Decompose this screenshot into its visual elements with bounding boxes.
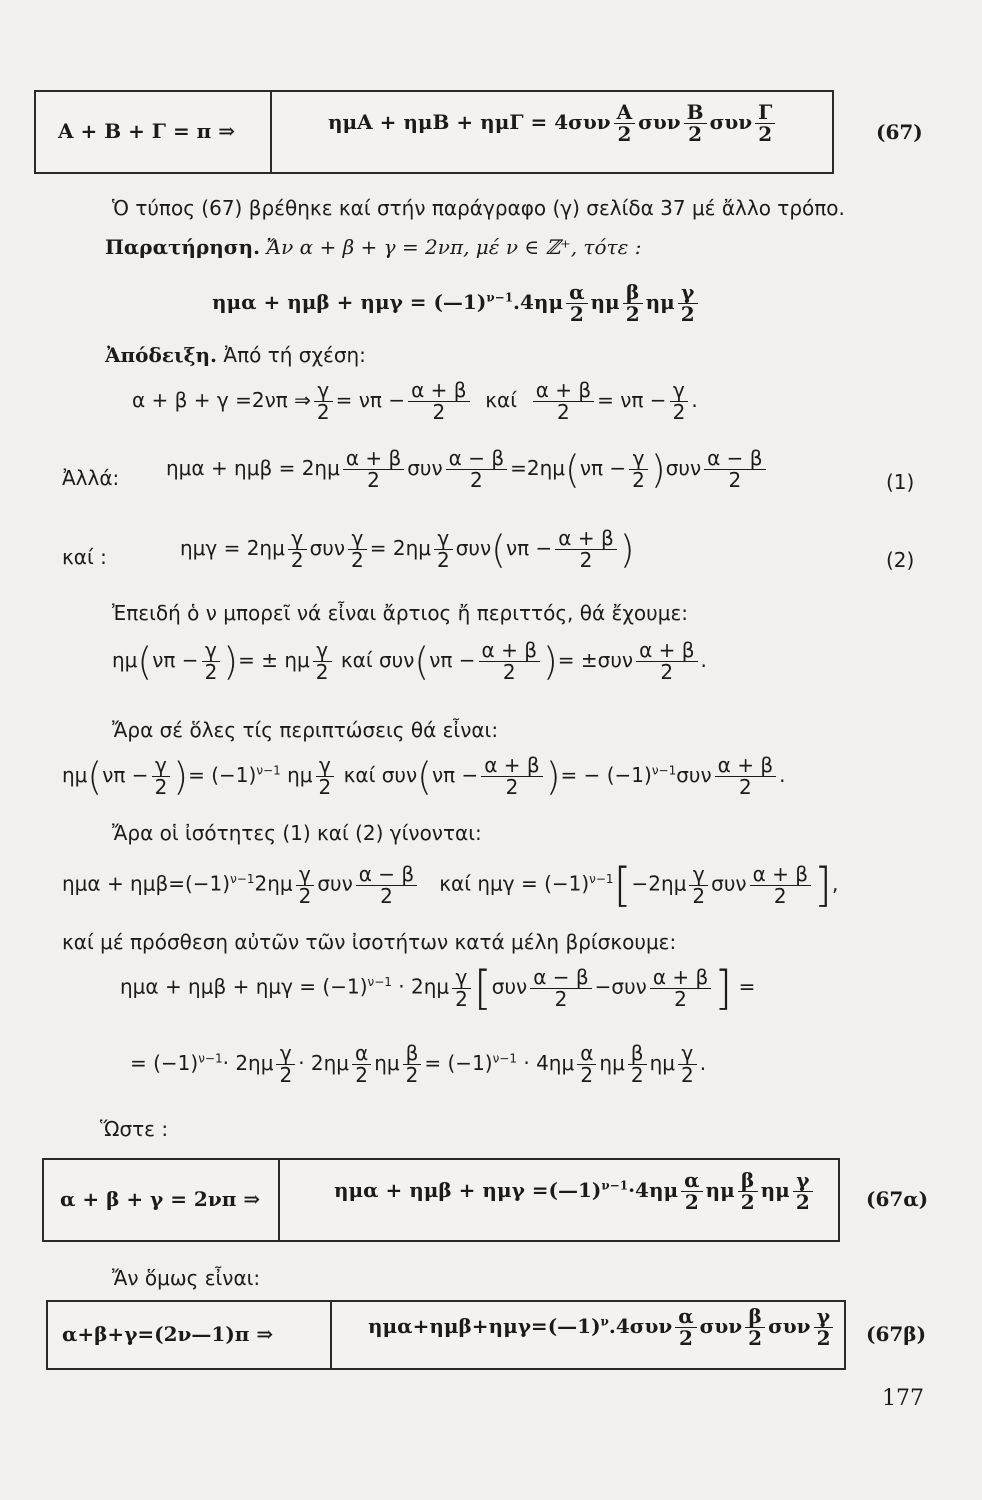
fraction-denominator: 2 xyxy=(279,1063,293,1087)
equation-tag-2: (2) xyxy=(886,548,915,572)
fraction xyxy=(452,964,471,1011)
formula-part: συν xyxy=(709,110,753,134)
equation-1 xyxy=(166,448,769,491)
fraction-denominator: 2 xyxy=(436,548,450,572)
formula-part: −2ημ xyxy=(631,871,687,896)
fraction xyxy=(403,1043,422,1086)
fraction-denominator: 2 xyxy=(290,548,304,572)
so-line: Ὥστε : xyxy=(100,1117,169,1141)
formula-part: ημ xyxy=(374,1051,400,1075)
fraction-numerator: γ xyxy=(276,1043,295,1065)
formula-part: συν xyxy=(455,536,492,560)
fraction-denominator: 2 xyxy=(505,775,519,799)
fraction-numerator: γ xyxy=(629,448,648,470)
formula-part: = νπ − xyxy=(335,388,406,412)
formula-part: ημα+ημβ+ημγ=(—1) xyxy=(368,1314,601,1338)
remark-text: Ἄν α + β + γ = 2νπ, μέ ν ∈ ℤ⁺, τότε : xyxy=(266,235,642,259)
fraction xyxy=(678,282,698,325)
fraction xyxy=(738,1170,758,1213)
fraction xyxy=(678,1043,697,1086)
fraction-numerator: γ xyxy=(434,528,453,550)
fraction-denominator: 2 xyxy=(680,1063,694,1087)
fraction-numerator: γ xyxy=(316,755,335,777)
intro-line: Ὁ τύπος (67) βρέθηκε καί στήν παράγραφο (γ) σελίδα 37 μέ ἄλλο τρόπο. xyxy=(112,196,845,220)
left-paren: ( xyxy=(491,527,506,572)
fraction xyxy=(650,964,711,1011)
fraction-denominator: 2 xyxy=(569,302,584,326)
formula-part: = (−1) xyxy=(130,1051,199,1075)
formula-part: ημ xyxy=(705,1178,735,1202)
formula-part: ημ xyxy=(760,1178,790,1202)
relation-equation xyxy=(132,380,698,423)
fraction-numerator: α + β xyxy=(750,864,811,886)
fraction-denominator: 2 xyxy=(692,883,706,908)
fraction-numerator: α + β xyxy=(343,448,404,470)
formula-part: συν xyxy=(407,456,443,480)
formula-part: = (−1) xyxy=(188,763,257,787)
fraction-numerator: α + β xyxy=(479,640,540,662)
fraction xyxy=(715,755,776,798)
fraction xyxy=(750,861,811,908)
exponent: ν−1 xyxy=(589,871,614,886)
box-67a-condition: α + β + γ = 2νπ ⇒ xyxy=(60,1187,261,1211)
fraction-numerator: α − β xyxy=(446,448,507,470)
fraction xyxy=(288,528,307,571)
fraction-numerator: β xyxy=(738,1170,758,1192)
right-paren: ) xyxy=(545,754,561,799)
fraction xyxy=(555,528,616,571)
right-bracket: ] xyxy=(814,858,832,912)
exponent: ν−1 xyxy=(486,290,514,305)
formula-part: ·4ημ xyxy=(628,1178,679,1202)
fraction xyxy=(316,755,335,798)
fraction xyxy=(681,1170,702,1213)
sum-equation-continued xyxy=(130,1043,706,1086)
left-paren: ( xyxy=(87,754,103,799)
formula-part: συν xyxy=(768,1314,811,1338)
formula-part: ημ xyxy=(112,648,138,672)
right-bracket: ] xyxy=(714,961,733,1015)
fraction-numerator: β xyxy=(403,1043,422,1065)
fraction-denominator: 2 xyxy=(579,548,593,572)
exponent: ν−1 xyxy=(601,1178,629,1193)
become-line: Ἄρα οἱ ἰσότητες (1) καί (2) γίνονται: xyxy=(112,821,482,845)
fraction-denominator: 2 xyxy=(455,986,468,1011)
fraction xyxy=(675,1306,696,1349)
fraction xyxy=(479,640,540,683)
formula-part: . xyxy=(691,388,698,412)
fraction xyxy=(313,640,332,683)
formula-part: . xyxy=(700,648,707,672)
fraction xyxy=(356,861,417,908)
fraction-numerator: α xyxy=(352,1043,371,1065)
fraction-numerator: γ xyxy=(202,640,221,662)
fraction-numerator: γ xyxy=(296,864,315,886)
fraction-numerator: γ xyxy=(288,528,307,550)
equation-tag-67b: (67β) xyxy=(866,1322,927,1346)
plus-minus-equation xyxy=(112,640,707,683)
fraction-denominator: 2 xyxy=(554,986,568,1011)
fraction-numerator: α + β xyxy=(481,755,542,777)
remark-equation xyxy=(212,282,701,325)
fraction-denominator: 2 xyxy=(318,775,332,799)
fraction-numerator: α + β xyxy=(715,755,776,777)
fraction-denominator: 2 xyxy=(748,1326,763,1350)
fraction-denominator: 2 xyxy=(367,468,380,492)
formula-part: συν xyxy=(491,974,528,999)
box-67-condition: Α + Β + Γ = π ⇒ xyxy=(58,119,236,143)
fraction xyxy=(348,528,367,571)
fraction-denominator: 2 xyxy=(617,122,632,146)
fraction-denominator: 2 xyxy=(816,1326,831,1350)
formula-part: ημα + ημβ=(−1) xyxy=(62,871,231,896)
formula-part: συν xyxy=(665,456,702,480)
if-line: Ἄν ὅμως εἶναι: xyxy=(112,1266,261,1290)
fraction-denominator: 2 xyxy=(660,660,674,684)
fraction-denominator: 2 xyxy=(580,1063,594,1087)
fraction-numerator: α xyxy=(681,1170,702,1192)
formula-part: νπ − xyxy=(431,763,479,787)
left-paren: ( xyxy=(564,447,580,492)
fraction-numerator: γ xyxy=(314,380,333,402)
addition-line: καί μέ πρόσθεση αὐτῶν τῶν ἰσοτήτων κατά μέλη βρίσκουμε: xyxy=(62,930,677,954)
fraction-denominator: 2 xyxy=(470,468,483,492)
formula-part: ημα + ημβ = 2ημ xyxy=(166,456,340,480)
fraction xyxy=(628,1043,647,1086)
formula-box-67b xyxy=(46,1300,846,1370)
fraction xyxy=(352,1043,371,1086)
fraction xyxy=(704,448,765,491)
fraction xyxy=(684,102,707,145)
fraction xyxy=(446,448,507,491)
equation-2-lead: καί : xyxy=(62,545,107,569)
fraction xyxy=(745,1306,765,1349)
exponent: ν−1 xyxy=(198,1051,223,1066)
fraction-denominator: 2 xyxy=(672,400,686,424)
exponent: ν−1 xyxy=(492,1051,517,1066)
formula-part: καί ημγ = (−1) xyxy=(439,871,590,896)
fraction xyxy=(623,282,643,325)
fraction-denominator: 2 xyxy=(625,302,640,326)
formula-part: −συν xyxy=(594,974,647,999)
exponent: ν−1 xyxy=(651,763,677,778)
fraction-numerator: α xyxy=(577,1043,596,1065)
fraction-numerator: γ xyxy=(678,1043,697,1065)
formula-part: = − (−1) xyxy=(560,763,652,787)
formula-part: ημ xyxy=(590,290,620,314)
fraction xyxy=(814,1306,834,1349)
formula-part: · 2ημ xyxy=(298,1051,350,1075)
fraction-numerator: γ xyxy=(678,282,698,304)
fraction-numerator: γ xyxy=(152,755,171,777)
formula-part: =2ημ xyxy=(510,456,565,480)
formula-part: ημα + ημβ + ημγ = (−1) xyxy=(120,974,368,999)
fraction xyxy=(636,640,697,683)
fraction-numerator: α + β xyxy=(408,380,469,402)
fraction-numerator: β xyxy=(745,1306,765,1328)
fraction-denominator: 2 xyxy=(674,986,687,1011)
fraction-numerator: α − β xyxy=(704,448,765,470)
fraction-denominator: 2 xyxy=(315,660,329,684)
formula-part: = xyxy=(738,974,756,999)
fraction-numerator: α − β xyxy=(356,864,417,886)
formula-part: ημ xyxy=(649,1051,675,1075)
fraction xyxy=(530,964,591,1011)
formula-part: ημ xyxy=(645,290,675,314)
formula-part: = 2ημ xyxy=(369,536,431,560)
formula-part: νπ − xyxy=(152,648,199,672)
formula-part: συν xyxy=(317,871,353,896)
formula-part: .4ημ xyxy=(513,290,564,314)
fraction-denominator: 2 xyxy=(728,468,742,492)
remark-line xyxy=(105,235,641,259)
fraction-numerator: α + β xyxy=(650,967,711,989)
equation-2 xyxy=(180,528,635,571)
fraction xyxy=(202,640,221,683)
formula-part: ημ xyxy=(599,1051,625,1075)
fraction xyxy=(314,380,333,423)
fraction-numerator: γ xyxy=(670,380,689,402)
formula-part: .4συν xyxy=(608,1314,673,1338)
formula-part: συν xyxy=(676,763,712,787)
fraction xyxy=(566,282,587,325)
box-67b-formula xyxy=(368,1306,836,1349)
proof-label: Ἀπόδειξη. xyxy=(105,343,218,367)
fraction-denominator: 2 xyxy=(773,883,787,908)
fraction-numerator: γ xyxy=(793,1170,813,1192)
cases-line: Ἄρα σέ ὅλες τίς περιπτώσεις θά εἶναι: xyxy=(112,718,499,742)
fraction-numerator: γ xyxy=(689,864,708,886)
formula-part: α + β + γ =2νπ ⇒ xyxy=(132,388,311,412)
fraction xyxy=(670,380,689,423)
formula-part: 2ημ xyxy=(254,871,293,896)
fraction-numerator: α + β xyxy=(636,640,697,662)
formula-part: = (−1) xyxy=(424,1051,493,1075)
fraction-denominator: 2 xyxy=(630,1063,644,1087)
fraction-numerator: α xyxy=(675,1306,696,1328)
proof-text: Ἀπό τή σχέση: xyxy=(223,343,366,367)
formula-part: συν xyxy=(638,110,681,134)
fraction-denominator: 2 xyxy=(502,660,516,684)
formula-part: συν xyxy=(699,1314,743,1338)
fraction xyxy=(408,380,469,423)
fraction-denominator: 2 xyxy=(678,1326,693,1350)
sum-equation xyxy=(120,961,756,1015)
formula-part: ημα + ημβ + ημγ =(—1) xyxy=(334,1178,602,1202)
exponent: ν xyxy=(600,1314,609,1329)
fraction-denominator: 2 xyxy=(405,1063,419,1087)
formula-part: = ± ημ xyxy=(238,648,310,672)
box-divider xyxy=(278,1160,280,1240)
right-paren: ) xyxy=(223,639,239,684)
fraction-numerator: γ xyxy=(348,528,367,550)
formula-part: νπ − xyxy=(579,456,627,480)
page-number: 177 xyxy=(882,1386,924,1411)
fraction xyxy=(689,861,708,908)
fraction-denominator: 2 xyxy=(316,400,330,424)
fraction xyxy=(629,448,648,491)
formula-part: συν xyxy=(711,871,747,896)
fraction xyxy=(296,861,315,908)
formula-part: καί συν xyxy=(343,763,418,787)
cases-equation xyxy=(62,755,785,798)
fraction xyxy=(434,528,453,571)
left-paren: ( xyxy=(417,754,432,799)
right-paren: ) xyxy=(650,447,666,492)
formula-part: · 2ημ xyxy=(222,1051,274,1075)
formula-part: ημ xyxy=(280,763,313,787)
become-equation xyxy=(62,858,839,912)
box-divider xyxy=(330,1302,332,1368)
fraction xyxy=(276,1043,295,1086)
fraction-denominator: 2 xyxy=(351,548,364,572)
fraction-numerator: Γ xyxy=(755,102,775,124)
fraction xyxy=(793,1170,813,1213)
box-67b-condition: α+β+γ=(2ν—1)π ⇒ xyxy=(62,1322,274,1346)
fraction-numerator: α + β xyxy=(555,528,616,550)
fraction xyxy=(481,755,542,798)
fraction-denominator: 2 xyxy=(632,468,645,492)
fraction-denominator: 2 xyxy=(154,775,168,799)
formula-part: συν xyxy=(309,536,345,560)
formula-part: ημ xyxy=(62,763,88,787)
fraction-numerator: β xyxy=(623,282,643,304)
fraction-denominator: 2 xyxy=(680,302,695,326)
fraction-numerator: Α xyxy=(614,102,636,124)
fraction xyxy=(343,448,404,491)
fraction xyxy=(614,102,636,145)
exponent: ν−1 xyxy=(367,974,392,989)
formula-part: ημΑ + ημΒ + ημΓ = 4συν xyxy=(328,110,611,134)
fraction-denominator: 2 xyxy=(795,1190,810,1214)
box-67a-formula xyxy=(334,1170,816,1213)
fraction-denominator: 2 xyxy=(684,1190,699,1214)
equation-tag-67a: (67α) xyxy=(866,1187,929,1211)
formula-part: · 4ημ xyxy=(517,1051,575,1075)
proof-line xyxy=(105,343,366,367)
fraction-denominator: 2 xyxy=(432,400,446,424)
fraction-numerator: γ xyxy=(313,640,332,662)
left-paren: ( xyxy=(137,639,153,684)
fraction-denominator: 2 xyxy=(740,1190,755,1214)
left-bracket: [ xyxy=(613,858,632,912)
fraction xyxy=(577,1043,596,1086)
formula-part: · 2ημ xyxy=(391,974,450,999)
formula-part: καί xyxy=(485,388,517,412)
formula-part: . xyxy=(699,1051,707,1075)
fraction-denominator: 2 xyxy=(355,1063,368,1087)
equation-tag-67: (67) xyxy=(876,120,923,144)
formula-part: , xyxy=(831,871,839,896)
fraction-numerator: α − β xyxy=(530,967,591,989)
formula-box-67 xyxy=(34,90,834,174)
left-paren: ( xyxy=(414,639,430,684)
exponent: ν−1 xyxy=(256,763,281,778)
fraction-denominator: 2 xyxy=(204,660,218,684)
equation-tag-1: (1) xyxy=(886,470,915,494)
formula-part: ημγ = 2ημ xyxy=(180,536,285,560)
fraction-denominator: 2 xyxy=(298,883,312,908)
right-paren: ) xyxy=(619,527,635,572)
formula-part: νπ − xyxy=(505,536,553,560)
formula-box-67a xyxy=(42,1158,840,1242)
fraction xyxy=(533,380,594,423)
formula-part: ημα + ημβ + ημγ = (—1) xyxy=(212,290,487,314)
right-paren: ) xyxy=(542,639,558,684)
exponent: ν−1 xyxy=(230,871,255,886)
formula-part: = νπ − xyxy=(597,388,667,412)
since-line: Ἐπειδή ὁ ν μπορεῖ νά εἶναι ἄρτιος ἤ περιττός, θά ἔχουμε: xyxy=(112,601,688,625)
fraction-denominator: 2 xyxy=(557,400,570,424)
fraction-denominator: 2 xyxy=(688,122,703,146)
fraction-denominator: 2 xyxy=(758,122,773,146)
formula-part: νπ − xyxy=(429,648,476,672)
fraction-numerator: α xyxy=(566,282,587,304)
formula-part: νπ − xyxy=(102,763,149,787)
formula-part: . xyxy=(779,763,786,787)
box-67-formula xyxy=(328,102,778,145)
right-paren: ) xyxy=(173,754,189,799)
fraction-numerator: Β xyxy=(684,102,707,124)
formula-part: = ±συν xyxy=(557,648,634,672)
box-divider xyxy=(270,92,272,172)
fraction-denominator: 2 xyxy=(739,775,752,799)
fraction-numerator: α + β xyxy=(533,380,594,402)
remark-label: Παρατήρηση. xyxy=(105,235,261,259)
left-bracket: [ xyxy=(473,961,492,1015)
fraction xyxy=(152,755,171,798)
fraction xyxy=(755,102,775,145)
fraction-numerator: β xyxy=(628,1043,647,1065)
equation-1-lead: Ἀλλά: xyxy=(62,466,120,490)
formula-part: καί συν xyxy=(340,648,415,672)
fraction-denominator: 2 xyxy=(380,883,393,908)
fraction-numerator: γ xyxy=(814,1306,834,1328)
fraction-numerator: γ xyxy=(452,967,471,989)
